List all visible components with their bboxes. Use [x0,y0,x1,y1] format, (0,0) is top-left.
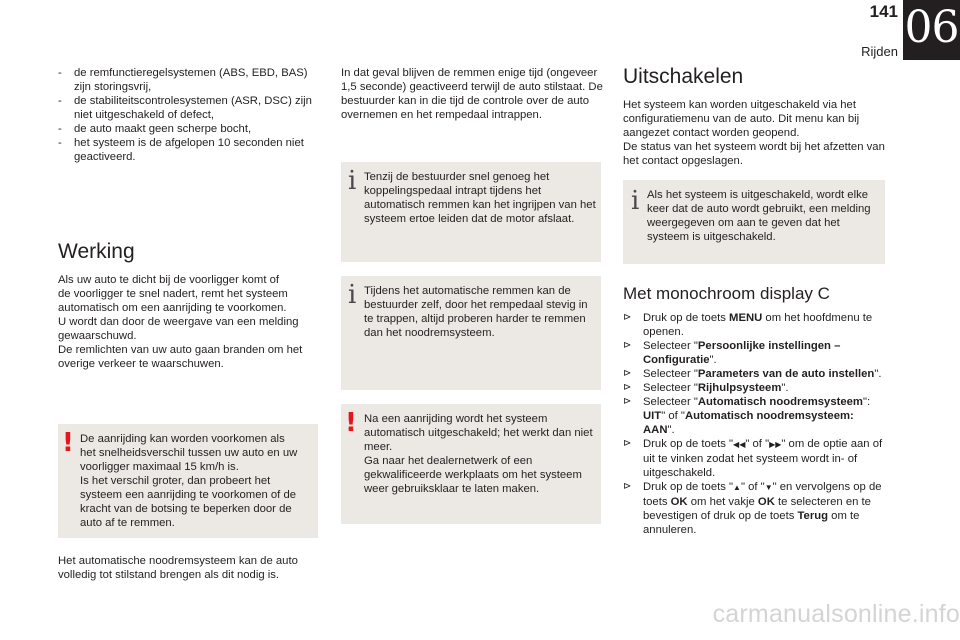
text-span: ": [862,396,871,408]
text-line: kracht van de botsing te beperken door de [80,503,292,515]
text-span: " of " [740,481,765,493]
text-span: " of " [745,438,770,450]
steps-block [623,311,885,537]
text-line: meer. [364,441,393,453]
info-text [647,188,883,244]
text-line: systeem een aanrijding te voorkomen of de [80,489,297,501]
warning-box-after-collision [341,404,601,524]
text-line: Het systeem kan worden uitgeschakeld via het [623,99,856,111]
section-name: Rijden [861,44,898,59]
warning-icon: ! [345,408,357,438]
steps-list [623,311,885,537]
text-line: Het automatische noodremsysteem kan de auto [58,555,298,567]
warning-text [80,432,316,530]
text-line: overige verkeer te waarschuwen. [58,358,224,370]
list-item [623,339,885,367]
text-line: weer gebruiksklaar te laten maken. [364,483,540,495]
pointer-icon: ⊳ [623,481,632,492]
info-icon: i [348,166,357,196]
text-line: Is het verschil groter, dan probeert het [80,475,271,487]
text-span: MENU [729,312,763,324]
pointer-icon: ⊳ [623,312,632,323]
text-line: Na een aanrijding wordt het systeem [364,413,548,425]
text-span: Selecteer " [643,396,698,408]
text-span: OK [670,496,688,508]
text-line: gekwalificeerde werkplaats om het systeem [364,469,582,481]
text-span: " om de optie aan of uit te vinken zodat het systeem wordt in- of uitgeschakeld. [643,438,883,479]
list-item: - de auto maakt geen scherpe bocht, [58,122,320,136]
list-item [623,311,885,339]
text-line: dan het noodremsysteem. [364,327,495,339]
text-span: Selecteer " [643,382,698,394]
text-line: Als uw auto te dicht bij de voorligger komt of [58,274,280,286]
footer-text [58,554,320,582]
text-span: UIT [643,410,662,422]
text-span: Rijhulpsysteem [697,382,782,394]
text-line: weergegeven om aan te geven dat het [647,217,840,229]
text-span: ". [781,382,789,394]
text-line: te trappen, altijd proberen harder te remmen [364,313,586,325]
text-span: Terug [797,510,829,522]
subheading-monochrome-display: Met monochroom display C [623,284,830,303]
text-line: keer dat de auto wordt gebruikt, een melding [647,203,871,215]
page-number: 141 [869,2,898,21]
text-line: de voorligger te snel nadert, remt het systeem [58,288,288,300]
list-item [623,395,885,437]
text-span: ". [667,424,675,436]
fast-forward-icon: ▶▶ [769,440,782,449]
text-span: ". [709,354,717,366]
section-heading-uitschakelen: Uitschakelen [623,65,744,88]
text-span: om het hoofdmenu te openen. [643,312,873,338]
text-line: koppelingspedaal intrapt tijdens het [364,185,542,197]
text-span: Automatisch noodremsysteem [697,396,863,408]
text-line: De aanrijding kan worden voorkomen als [80,433,285,445]
text-line: gewaarschuwd. [58,330,137,342]
intro-text [341,66,603,122]
text-line: configuratiemenu van de auto. Dit menu kan bij [623,113,860,125]
text-line: Als het systeem is uitgeschakeld, wordt elke [647,189,869,201]
text-span: OK [757,496,775,508]
conditions-list-block [58,66,320,164]
warning-box-collision [58,424,318,538]
text-line: De status van het systeem wordt bij het afzetten van [623,141,885,153]
text-line: 1,5 seconde) geactiveerd terwijl de auto stilstaat. De [341,81,603,93]
text-line: Tenzij de bestuurder snel genoeg het [364,171,550,183]
text-line: automatisch om een aanrijding te voorkomen. [58,302,287,314]
pointer-icon: ⊳ [623,340,632,351]
werking-body [58,273,320,371]
text-line: bestuurder zelf, door het rempedaal stevig in [364,299,588,311]
arrow-up-icon: ▲ [733,483,741,492]
text-span: om te annuleren. [643,510,860,536]
text-line: bestuurder kan in die tijd de controle over de auto [341,95,590,107]
info-box-brake-pedal [341,276,601,390]
pointer-icon: ⊳ [623,438,632,449]
chapter-badge: 06 [903,0,960,60]
text-line: volledig tot stilstand brengen als dit nodig is. [58,569,280,581]
text-line: aangezet contact worden geopend. [623,127,800,139]
text-line: systeem is uitgeschakeld. [647,231,776,243]
text-line: het snelheidsverschil tussen uw auto en uw [80,447,298,459]
text-line: Ga naar het dealernetwerk of een [364,455,533,467]
text-span: om het vakje [687,496,758,508]
list-item [623,480,885,537]
text-span: te selecteren en te bevestigen of druk op de toets [643,496,871,522]
text-span: Persoonlijke instellingen – Configuratie [643,340,841,366]
text-line: Tijdens het automatische remmen kan de [364,285,571,297]
text-line: U wordt dan door de weergave van een melding [58,316,299,328]
info-box-disabled [623,180,885,264]
text-line: automatisch remmen kan het ingrijpen van het [364,199,596,211]
list-item: - het systeem is de afgelopen 10 seconden niet geactiveerd. [58,136,320,164]
pointer-icon: ⊳ [623,396,632,407]
text-line: overnemen en het rempedaal intrappen. [341,109,542,121]
info-text [364,284,598,340]
text-span: " en vervolgens op de toets [643,481,882,508]
text-span: Selecteer " [643,340,698,352]
text-line: automatisch uitgeschakeld; het werkt dan niet [364,427,593,439]
text-span: Druk op de toets [643,312,730,324]
info-box-clutch [341,162,601,262]
text-line: De remlichten van uw auto gaan branden om het [58,344,303,356]
text-span: ". [874,368,882,380]
info-icon: i [348,280,357,310]
list-item [623,367,885,381]
text-span: Automatisch noodremsysteem: AAN [643,410,854,436]
text-line: systeem ertoe leiden dat de motor afslaat. [364,213,575,225]
conditions-list [58,66,320,164]
uitschakelen-body [623,98,888,168]
warning-text [364,412,598,496]
text-span: " of " [661,410,685,422]
info-text [364,170,598,226]
text-line: voorligger maximaal 15 km/h is. [80,461,239,473]
warning-icon: ! [62,428,74,458]
list-item [623,437,885,480]
list-item: - de remfunctieregelsystemen (ABS, EBD, BAS) zijn storingsvrij, [58,66,320,94]
text-span: Druk op de toets " [643,481,734,493]
section-heading-werking: Werking [58,240,135,263]
text-line: In dat geval blijven de remmen enige tijd (ongeveer [341,67,598,79]
rewind-icon: ◀◀ [733,440,746,449]
list-item: - de stabiliteitscontrolesystemen (ASR, DSC) zijn niet uitgeschakeld of defect, [58,94,320,122]
info-icon: i [631,186,640,216]
arrow-down-icon: ▼ [764,483,773,492]
text-span: Druk op de toets " [643,438,734,450]
pointer-icon: ⊳ [623,382,632,393]
text-line: auto af te remmen. [80,517,175,529]
list-item [623,381,885,395]
text-line: het contact opgeslagen. [623,155,743,167]
text-span: Selecteer " [643,368,698,380]
pointer-icon: ⊳ [623,368,632,379]
watermark: carmanualsonline.info [712,600,960,628]
text-span: Parameters van de auto instellen [697,368,875,380]
